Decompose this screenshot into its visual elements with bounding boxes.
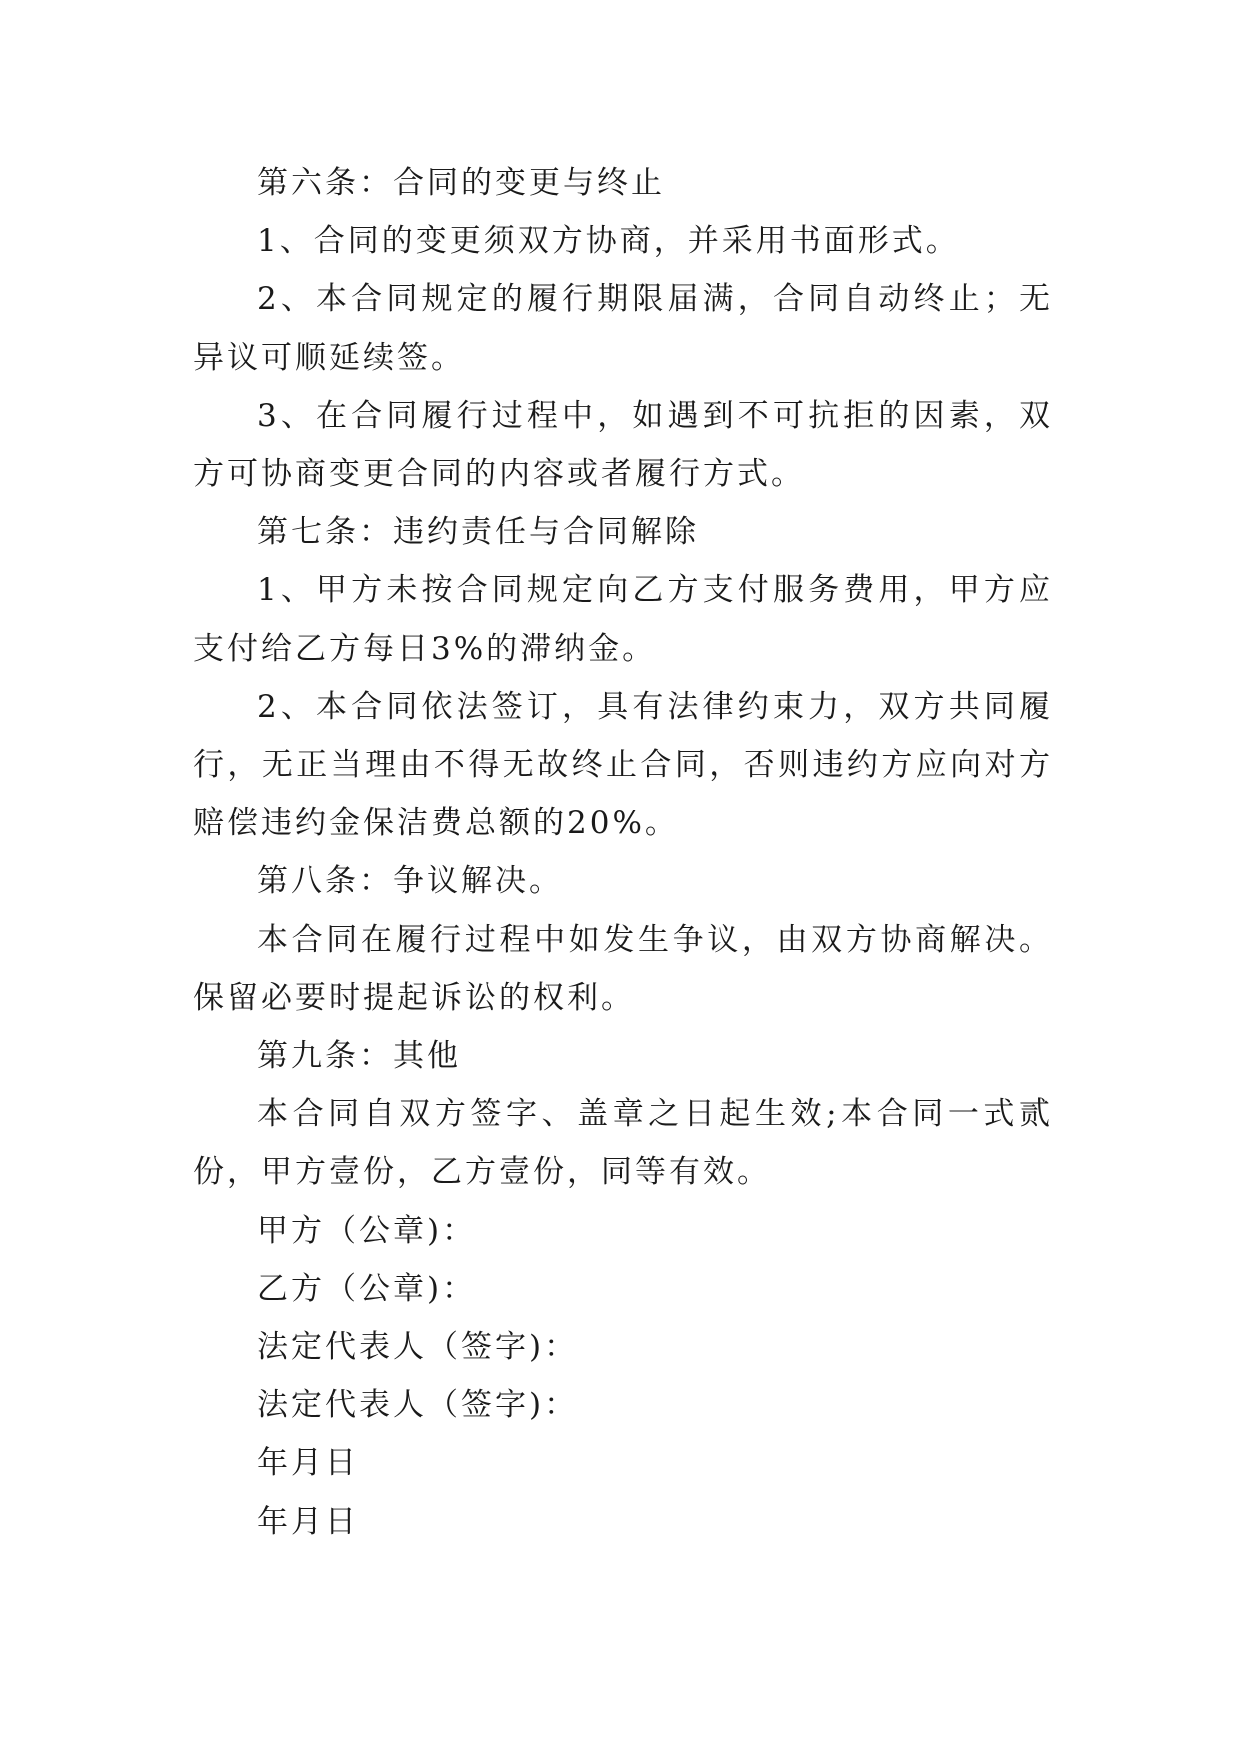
article-7-clause-2: 2、本合同依法签订，具有法律约束力，双方共同履行，无正当理由不得无故终止合同，否则违约方应向对方赔偿违约金保洁费总额的20%。 [193,688,1053,842]
article-6-heading: 第六条：合同的变更与终止 [257,165,665,201]
article-7-heading: 第七条：违约责任与合同解除 [257,514,699,551]
party-b-seal-line: 乙方（公章)： [257,1270,477,1307]
legal-rep-signature-line-b: 法定代表人（签字)： [257,1387,579,1424]
article-8-body: 本合同在履行过程中如发生争议，由双方协商解决。保留必要时提起诉讼的权利。 [193,921,1053,1016]
legal-rep-signature-line-a: 法定代表人（签字)： [257,1329,579,1366]
article-6-clause-3: 3、在合同履行过程中，如遇到不可抗拒的因素，双方可协商变更合同的内容或者履行方式。 [193,397,1053,493]
article-6-clause-2: 2、本合同规定的履行期限届满，合同自动终止；无异议可顺延续签。 [193,281,1053,376]
article-8-heading: 第八条：争议解决。 [257,863,563,900]
article-9-body: 本合同自双方签字、盖章之日起生效;本合同一式贰份，甲方壹份，乙方壹份，同等有效。 [193,1096,1053,1191]
date-line-b: 年月日 [257,1503,359,1540]
article-6-clause-1: 1、合同的变更须双方协商，并采用书面形式。 [257,223,960,260]
document-body [193,154,1053,1551]
article-9-heading: 第九条：其他 [257,1038,461,1075]
party-a-seal-line: 甲方（公章)： [257,1212,477,1249]
date-line-a: 年月日 [257,1445,359,1482]
article-7-clause-1: 1、甲方未按合同规定向乙方支付服务费用，甲方应支付给乙方每日3%的滞纳金。 [193,572,1053,667]
